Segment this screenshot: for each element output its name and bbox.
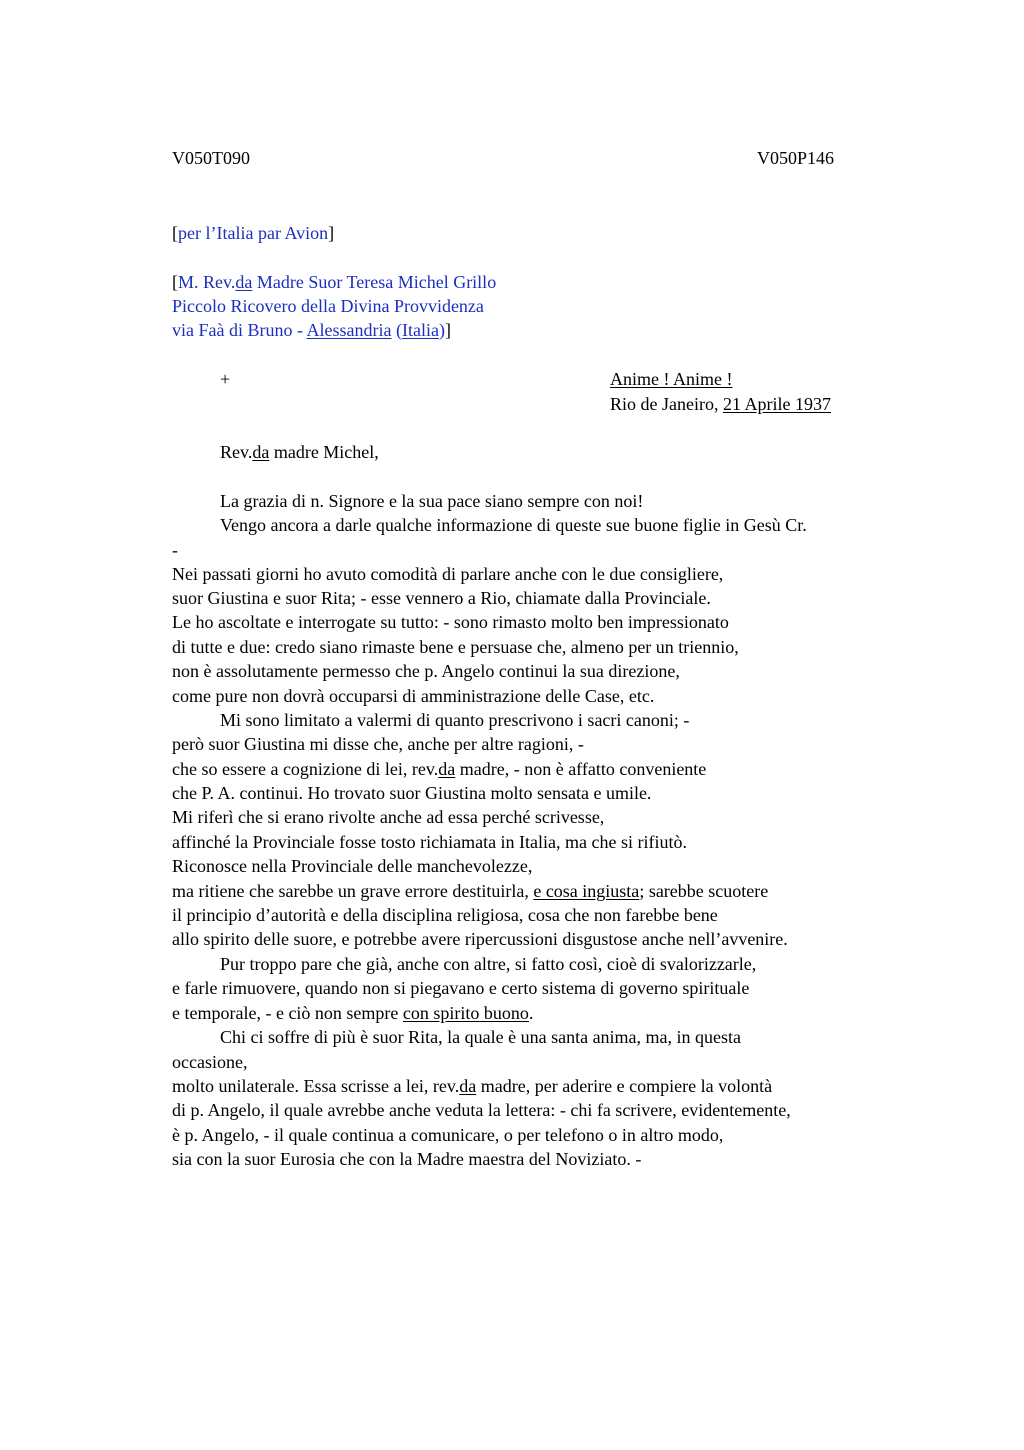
bracket-close: ] bbox=[328, 223, 335, 243]
cross-symbol: + bbox=[220, 369, 231, 389]
paren-close: ) bbox=[438, 320, 445, 340]
body-line: - bbox=[172, 540, 178, 560]
body-text: ; sarebbe scuotere bbox=[639, 881, 769, 901]
country: Italia bbox=[401, 320, 439, 340]
body-line bbox=[172, 1074, 772, 1098]
body-line: di tutte e due: credo siano rimaste bene e persuase che, almeno per un triennio, bbox=[172, 637, 739, 657]
addressee-line-3 bbox=[172, 318, 451, 342]
body-line: Riconosce nella Provinciale delle manchevolezze, bbox=[172, 856, 533, 876]
body-abbrev: da bbox=[459, 1076, 477, 1096]
salutation-prefix: Rev. bbox=[220, 442, 253, 462]
bracket-open: [ bbox=[172, 223, 178, 243]
body-line: occasione, bbox=[172, 1052, 248, 1072]
body-line: Pur troppo pare che già, anche con altre, si fatto così, cioè di svalorizzarle, bbox=[220, 954, 757, 974]
bracket-open: [ bbox=[172, 272, 178, 292]
addressee-line-2: Piccolo Ricovero della Divina Provvidenza bbox=[172, 296, 484, 316]
motto: Anime ! Anime ! bbox=[610, 369, 733, 389]
body-text: . bbox=[528, 1003, 534, 1023]
airmail-note bbox=[172, 221, 334, 245]
body-line: Mi riferì che si erano rivolte anche ad essa perché scrivesse, bbox=[172, 807, 605, 827]
street: via Faà di Bruno - bbox=[172, 320, 307, 340]
body-line: e farle rimuovere, quando non si piegavano e certo sistema di governo spirituale bbox=[172, 978, 750, 998]
body-emphasis: con spirito buono bbox=[402, 1003, 529, 1023]
body-line bbox=[172, 757, 706, 781]
dateline-place: Rio de Janeiro, bbox=[610, 394, 723, 414]
body-line: suor Giustina e suor Rita; - esse vennero a Rio, chiamate dalla Provinciale. bbox=[172, 588, 711, 608]
body-line bbox=[172, 879, 768, 903]
body-text: molto unilaterale. Essa scrisse a lei, rev. bbox=[172, 1076, 460, 1096]
body-text: madre, - non è affatto conveniente bbox=[455, 759, 707, 779]
addressee-abbrev: da bbox=[235, 272, 253, 292]
document-code-right: V050P146 bbox=[757, 148, 835, 168]
body-emphasis: e cosa ingiusta bbox=[533, 881, 640, 901]
body-line: Le ho ascoltate e interrogate su tutto: - sono rimasto molto ben impressionato bbox=[172, 612, 729, 632]
body-text: ma ritiene che sarebbe un grave errore destituirla, bbox=[172, 881, 534, 901]
dateline bbox=[610, 392, 831, 416]
body-line: Nei passati giorni ho avuto comodità di parlare anche con le due consigliere, bbox=[172, 564, 724, 584]
body-line: come pure non dovrà occuparsi di amministrazione delle Case, etc. bbox=[172, 686, 655, 706]
body-line: La grazia di n. Signore e la sua pace siano sempre con noi! bbox=[220, 491, 644, 511]
body-text: e temporale, - e ciò non sempre bbox=[172, 1003, 403, 1023]
body-line: sia con la suor Eurosia che con la Madre maestra del Noviziato. - bbox=[172, 1149, 642, 1169]
body-line: di p. Angelo, il quale avrebbe anche veduta la lettera: - chi fa scrivere, evidentemente, bbox=[172, 1100, 791, 1120]
body-line: affinché la Provinciale fosse tosto richiamata in Italia, ma che si rifiutò. bbox=[172, 832, 687, 852]
salutation bbox=[220, 440, 379, 464]
body-line: però suor Giustina mi disse che, anche per altre ragioni, - bbox=[172, 734, 584, 754]
body-text: che so essere a cognizione di lei, rev. bbox=[172, 759, 439, 779]
airmail-text: per l’Italia par Avion bbox=[178, 223, 329, 243]
document-code-left: V050T090 bbox=[172, 148, 250, 168]
dateline-date: 21 Aprile 1937 bbox=[722, 394, 831, 414]
body-line bbox=[172, 1001, 533, 1025]
addressee-prefix: M. Rev. bbox=[178, 272, 236, 292]
body-line: non è assolutamente permesso che p. Angelo continui la sua direzione, bbox=[172, 661, 680, 681]
city: Alessandria bbox=[306, 320, 392, 340]
body-line: Vengo ancora a darle qualche informazione di queste sue buone figlie in Gesù Cr. bbox=[220, 515, 807, 535]
body-line: che P. A. continui. Ho trovato suor Giustina molto sensata e umile. bbox=[172, 783, 652, 803]
body-line: il principio d’autorità e della disciplina religiosa, cosa che non farebbe bene bbox=[172, 905, 718, 925]
body-line: è p. Angelo, - il quale continua a comunicare, o per telefono o in altro modo, bbox=[172, 1125, 724, 1145]
body-line: Chi ci soffre di più è suor Rita, la quale è una santa anima, ma, in questa bbox=[220, 1027, 742, 1047]
salutation-abbrev: da bbox=[252, 442, 270, 462]
addressee-name: Madre Suor Teresa Michel Grillo bbox=[252, 272, 497, 292]
body-line: Mi sono limitato a valermi di quanto prescrivono i sacri canoni; - bbox=[220, 710, 690, 730]
body-abbrev: da bbox=[438, 759, 456, 779]
body-line: allo spirito delle suore, e potrebbe avere ripercussioni disgustose anche nell’avvenire. bbox=[172, 929, 788, 949]
addressee-line-1 bbox=[172, 270, 496, 294]
paren-open: ( bbox=[391, 320, 402, 340]
body-text: madre, per aderire e compiere la volontà bbox=[476, 1076, 773, 1096]
bracket-close: ] bbox=[444, 320, 451, 340]
salutation-name: madre Michel, bbox=[269, 442, 379, 462]
